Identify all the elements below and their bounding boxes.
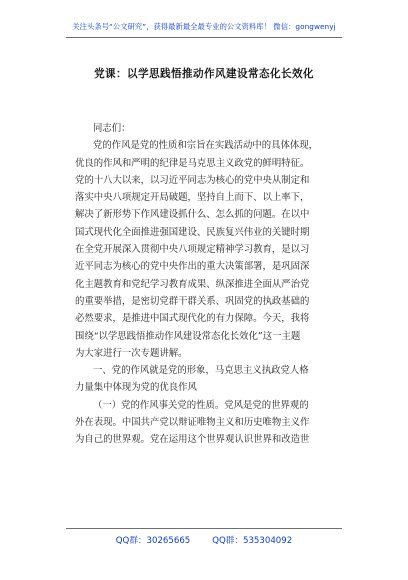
document-title: 党课：以学思践悟推动作风建设常态化长效化 <box>94 68 314 80</box>
page-footer <box>0 534 408 546</box>
body-line: 落实中央八项规定开局破题，坚持自上而下、以上率下， <box>75 192 310 204</box>
body-line: 党的十八大以来，以习近平同志为核心的党中央从制定和 <box>75 174 310 186</box>
header-divider <box>66 37 342 38</box>
body-line: 的重要举措，是密切党群干群关系、巩固党的执政基础的 <box>75 295 310 307</box>
section-heading-line: 力量集中体现为党的优良作风 <box>75 382 197 394</box>
body-line: 优良的作风和严明的纪律是马克思主义政党的鲜明特征。 <box>75 157 310 169</box>
footer-divider <box>66 528 342 529</box>
footer-qq-group-1: QQ群：30265665 <box>115 536 191 546</box>
footer-qq-group-2: QQ群：535304092 <box>212 536 293 546</box>
body-line: 外在表现。中国共产党以辩证唯物主义和历史唯物主义作 <box>75 417 310 429</box>
body-line: 国式现代化全面推进强国建设、民族复兴伟业的关键时期 <box>75 226 310 238</box>
body-line: 解决了新形势下作风建设抓什么、怎么抓的问题。在以中 <box>75 209 310 221</box>
body-line: 围绕“以学思践悟推动作风建设常态化长效化”这一主题 <box>75 330 301 342</box>
subsection-line: （一）党的作风事关党的性质。党风是党的世界观的 <box>93 399 309 411</box>
body-line: 在全党开展深入贯彻中央八项规定精神学习教育，是以习 <box>75 244 310 256</box>
body-line: 为自己的世界观。党在运用这个世界观认识世界和改造世 <box>75 434 310 446</box>
body-line: 近平同志为核心的党中央作出的重大决策部署，是巩固深 <box>75 261 310 273</box>
body-line: 必然要求，是推进中国式现代化的有力保障。今天，我将 <box>75 313 310 325</box>
body-line: 化主题教育和党纪学习教育成果、纵深推进全面从严治党 <box>75 278 310 290</box>
salutation: 同志们： <box>93 123 131 134</box>
body-line: 党的作风是党的性质和宗旨在实践活动中的具体体现， <box>93 140 319 152</box>
document-body <box>75 120 345 449</box>
section-heading-line: 一、党的作风就是党的形象，马克思主义执政党人格 <box>93 365 309 377</box>
page-header-notice: 关注头条号“公文研究”，获得最新最全最专业的公文资料库！ 微信：gongwenyj <box>72 22 336 31</box>
body-line: 为大家进行一次专题讲解。 <box>75 347 188 359</box>
